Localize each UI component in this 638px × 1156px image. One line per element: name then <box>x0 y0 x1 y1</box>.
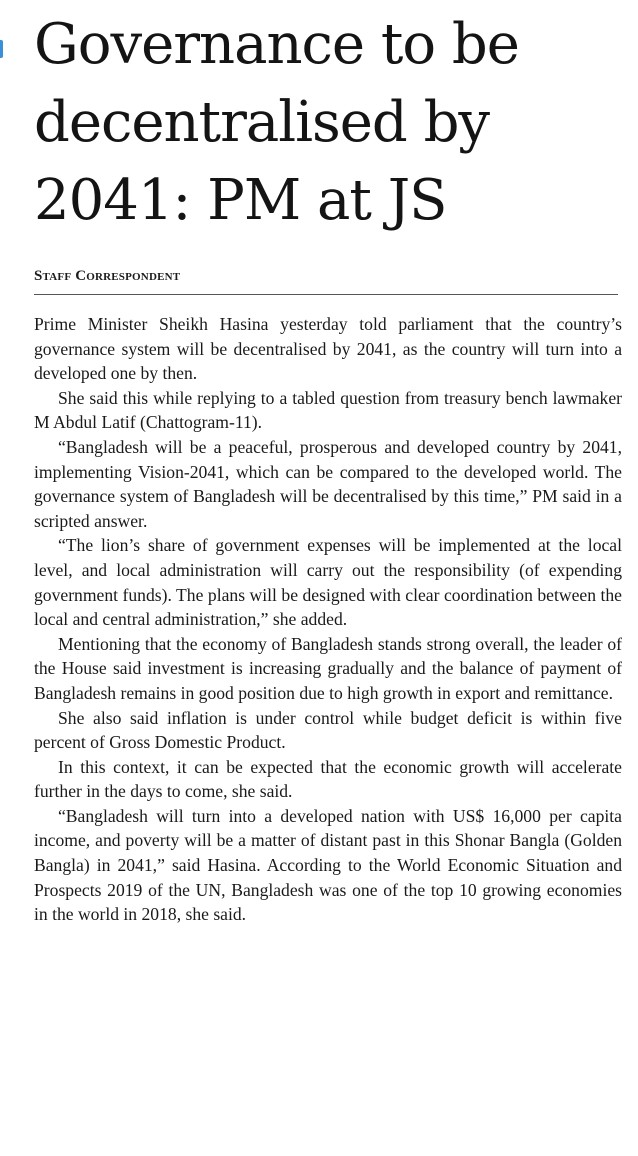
article-paragraph: “Bangladesh will be a peaceful, prosperous and developed country by 2041, implementing Vision-2041, which can be compared to the developed world. The governance system of Bangladesh will be decentralised by this time,” PM said in a scripted answer. <box>34 436 622 531</box>
article-paragraph: She also said inflation is under control while budget deficit is within five percent of Gross Domestic Product. <box>34 707 622 753</box>
article-body <box>34 312 622 927</box>
article-paragraph: “Bangladesh will turn into a developed nation with US$ 16,000 per capita income, and poverty will be a matter of distant past in this Shonar Bangla (Golden Bangla) in 2041,” said Hasina. According to the World Economic Situation and Prospects 2019 of the UN, Bangladesh was one of the top 10 growing economies in the world in 2018, she said. <box>34 805 622 925</box>
article-paragraph: In this context, it can be expected that the economic growth will accelerate further in the days to come, she said. <box>34 756 622 802</box>
article-paragraph: “The lion’s share of government expenses will be implemented at the local level, and local administration will carry out the responsibility (of expending government funds). The plans will be designed with clear coordination between the local and central administration,” she added. <box>34 535 622 630</box>
article-byline: Staff Correspondent <box>34 268 181 284</box>
byline-divider <box>34 294 618 295</box>
article-paragraph: Mentioning that the economy of Bangladesh stands strong overall, the leader of the House said investment is increasing gradually and the balance of payment of Bangladesh remains in good position due to high growth in export and remittance. <box>34 633 622 703</box>
article-paragraph: Prime Minister Sheikh Hasina yesterday told parliament that the country’s governance system will be decentralised by 2041, as the country will turn into a developed one by then. <box>34 314 622 384</box>
article-headline: Governance to be decentralised by 2041: PM at JS <box>34 12 519 233</box>
article-paragraph: She said this while replying to a tabled question from treasury bench lawmaker M Abdul Latif (Chattogram-11). <box>34 387 622 433</box>
